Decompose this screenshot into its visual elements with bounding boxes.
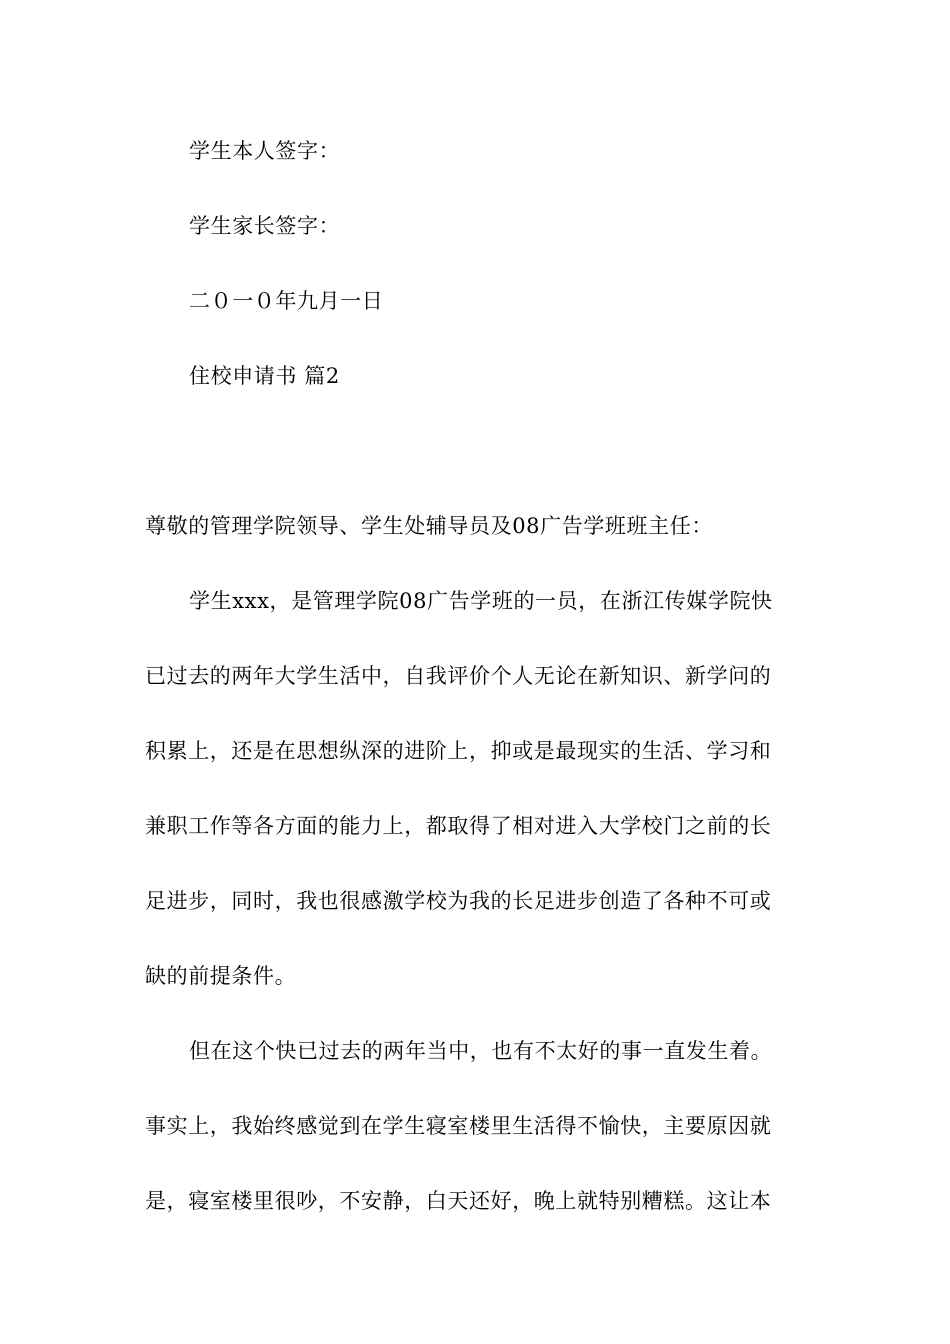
salutation: 尊敬的管理学院领导、学生处辅导员及08广告学班班主任： <box>145 514 713 538</box>
section-title: 住校申请书 篇2 <box>189 364 340 388</box>
paragraph1-line: 兼职工作等各方面的能力上，都取得了相对进入大学校门之前的长 <box>145 814 772 838</box>
paragraph2-line: 是，寝室楼里很吵，不安静，白天还好，晚上就特别糟糕。这让本 <box>145 1189 772 1213</box>
paragraph1-line: 积累上，还是在思想纵深的进阶上，抑或是最现实的生活、学习和 <box>145 739 772 763</box>
paragraph1-line: 学生xxx，是管理学院08广告学班的一员，在浙江传媒学院快 <box>189 589 773 613</box>
paragraph2-line: 事实上，我始终感觉到在学生寝室楼里生活得不愉快，主要原因就 <box>145 1114 772 1138</box>
paragraph1-line: 足进步，同时，我也很感激学校为我的长足进步创造了各种不可或 <box>145 889 772 913</box>
paragraph1-line: 缺的前提条件。 <box>145 964 297 988</box>
parent-signature-line: 学生家长签字： <box>189 214 341 238</box>
student-signature-line: 学生本人签字： <box>189 139 341 163</box>
paragraph1-line: 已过去的两年大学生活中，自我评价个人无论在新知识、新学问的 <box>145 664 772 688</box>
date-line: 二０一０年九月一日 <box>189 289 384 313</box>
paragraph2-line: 但在这个快已过去的两年当中，也有不太好的事一直发生着。 <box>189 1039 773 1063</box>
